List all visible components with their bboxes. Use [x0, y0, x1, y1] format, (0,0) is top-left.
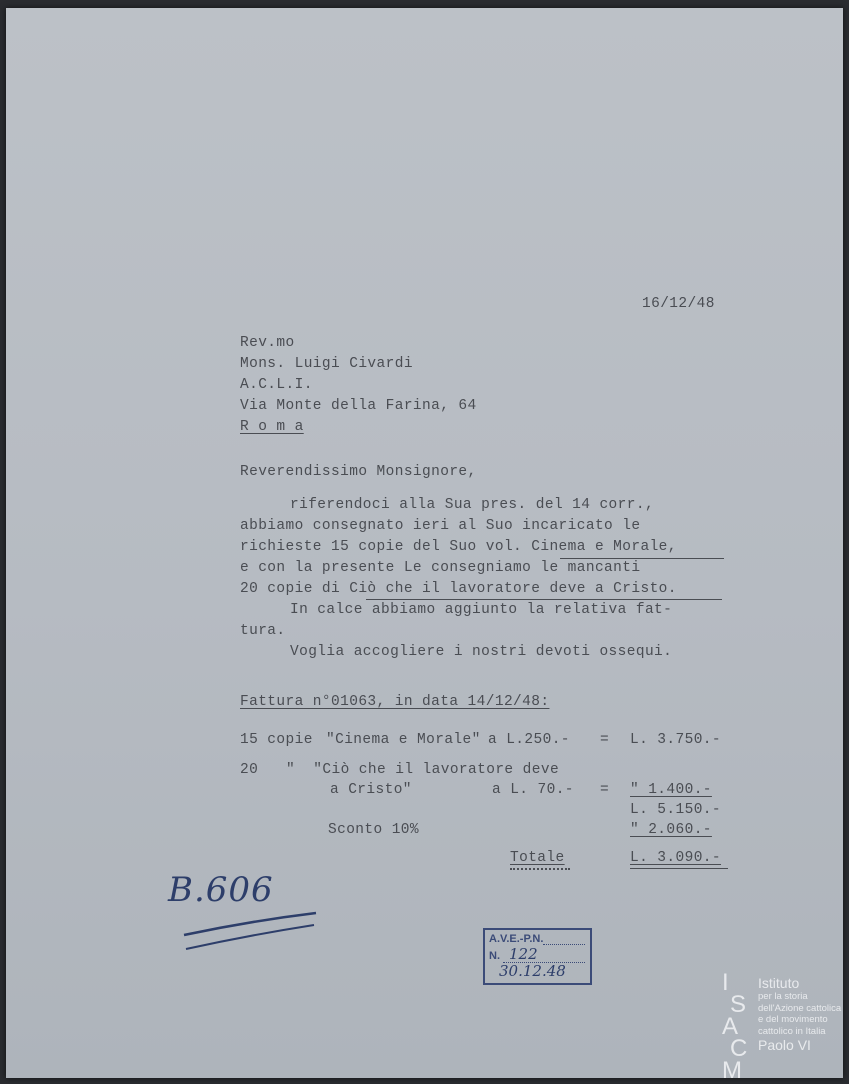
- title-underline: [366, 599, 722, 600]
- invoice-qty: 15 copie: [240, 732, 313, 748]
- invoice-desc: " "Ciò che il lavoratore deve: [286, 762, 560, 778]
- invoice-subtotal: L. 5.150.-: [630, 802, 722, 818]
- recipient-line: Via Monte della Farina, 64: [240, 398, 477, 414]
- invoice-discount: " 2.060.-: [630, 822, 712, 838]
- body-line: richieste 15 copie del Suo vol. Cinema e Morale,: [240, 539, 677, 555]
- invoice-price: a L.250.-: [488, 732, 570, 748]
- handwritten-underline: [180, 905, 320, 955]
- body-line: riferendoci alla Sua pres. del 14 corr.,: [290, 497, 655, 513]
- stamp-date: 30.12.48: [499, 962, 566, 980]
- body-line: tura.: [240, 623, 286, 639]
- letter-date: 16/12/48: [642, 296, 715, 312]
- invoice-discount-label: Sconto 10%: [328, 822, 420, 838]
- recipient-line: Rev.mo: [240, 335, 295, 351]
- body-line: e con la presente Le consegniamo le mancanti: [240, 560, 641, 576]
- salutation: Reverendissimo Monsignore,: [240, 464, 477, 480]
- stamp-line1: A.V.E.-P.N.: [489, 933, 544, 945]
- body-line: abbiamo consegnato ieri al Suo incaricato le: [240, 518, 641, 534]
- logo-text: Istituto per la storia dell'Azione cattolica e del movimento cattolico in Italia Paolo VI: [758, 975, 842, 1053]
- invoice-amount: L. 3.750.-: [630, 732, 722, 748]
- invoice-total: L. 3.090.-: [630, 850, 722, 866]
- body-line: 20 copie di Ciò che il lavoratore deve a Cristo.: [240, 581, 677, 597]
- archive-stamp: [483, 928, 592, 985]
- invoice-qty: 20: [240, 762, 259, 778]
- recipient-city: R o m a: [240, 419, 304, 435]
- invoice-desc: "Cinema e Morale": [326, 732, 481, 748]
- logo-monogram: I S A C M: [722, 969, 748, 1084]
- total-double-underline: [510, 868, 570, 870]
- invoice-desc: a Cristo": [330, 782, 412, 798]
- stamp-number: 122: [509, 945, 538, 963]
- invoice-amount: " 1.400.-: [630, 782, 712, 798]
- title-underline: [560, 558, 724, 559]
- recipient-line: Mons. Luigi Civardi: [240, 356, 413, 372]
- invoice-title: Fattura n°01063, in data 14/12/48:: [240, 694, 550, 710]
- invoice-total-label: Totale: [510, 850, 565, 866]
- recipient-line: A.C.L.I.: [240, 377, 313, 393]
- stamp-dotted-line: [543, 944, 585, 945]
- invoice-eq: =: [600, 782, 610, 798]
- invoice-eq: =: [600, 732, 610, 748]
- stamp-line2: N.: [489, 950, 500, 962]
- body-line: In calce abbiamo aggiunto la relativa fat-: [290, 602, 673, 618]
- invoice-price: a L. 70.-: [492, 782, 574, 798]
- body-line: Voglia accogliere i nostri devoti ossequi.: [290, 644, 673, 660]
- archive-code: B.606: [168, 870, 274, 910]
- institute-logo: [720, 969, 842, 1084]
- total-underline: [630, 868, 728, 869]
